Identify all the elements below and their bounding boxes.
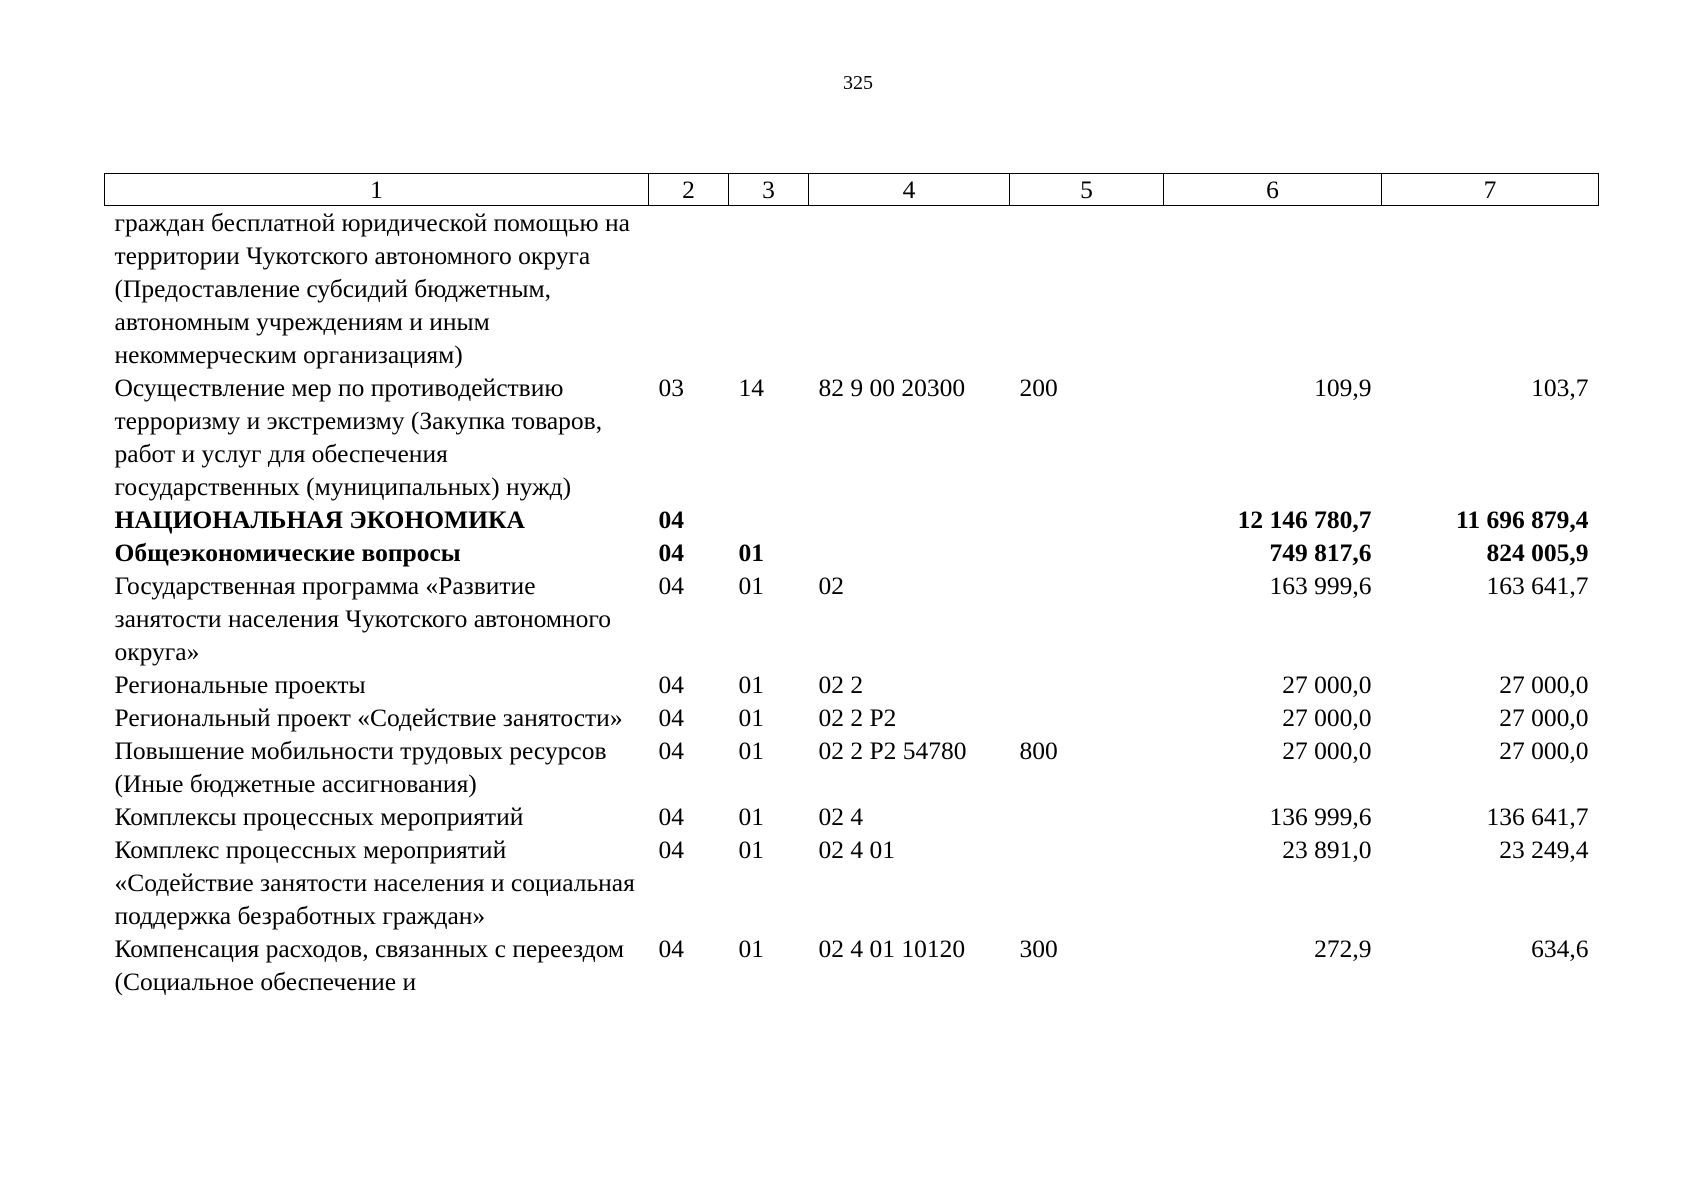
row-target-article-code: 02 <box>818 571 844 600</box>
row-name: граждан бесплатной юридической помощью на территории Чукотского автономного округа (Предоставление субсидий бюджетным, автономным учреждениям и иным некоммерческим организациям) <box>114 208 630 369</box>
table-body <box>105 206 1599 999</box>
row-section-code: 04 <box>658 505 684 534</box>
row-subsection-code <box>729 206 809 372</box>
row-amount-col6: 136 999,6 <box>1269 802 1372 831</box>
row-amount-col6: 163 999,6 <box>1269 571 1372 600</box>
row-expense-type-code <box>1010 701 1164 734</box>
row-amount-col6: 27 000,0 <box>1282 670 1372 699</box>
row-subsection-code: 01 <box>738 538 764 567</box>
row-amount-col6: 27 000,0 <box>1282 703 1372 732</box>
column-header-3: 3 <box>729 174 809 206</box>
row-amount-col7: 23 249,4 <box>1499 835 1589 864</box>
page-number: 325 <box>843 72 873 94</box>
row-amount-col7: 103,7 <box>1531 373 1589 402</box>
row-expense-type-code: 300 <box>1019 934 1058 963</box>
row-amount-col7 <box>1382 206 1599 372</box>
row-amount-col6: 749 817,6 <box>1269 538 1372 567</box>
row-expense-type-code: 200 <box>1019 373 1058 402</box>
row-name: Комплекс процессных мероприятий «Содействие занятости населения и социальная поддержка безработных граждан» <box>114 835 635 930</box>
table-row <box>105 536 1599 569</box>
row-amount-col6: 27 000,0 <box>1282 736 1372 765</box>
table-row <box>105 206 1599 372</box>
column-header-6: 6 <box>1164 174 1382 206</box>
column-header-2: 2 <box>649 174 729 206</box>
row-subsection-code: 01 <box>738 802 764 831</box>
row-section-code: 04 <box>658 835 684 864</box>
row-target-article-code: 02 4 01 <box>818 835 895 864</box>
row-name: Осуществление мер по противодействию терроризму и экстремизму (Закупка товаров, работ и услуг для обеспечения государственных (муниципальных) нужд) <box>114 373 603 501</box>
row-section-code: 04 <box>658 670 684 699</box>
row-subsection-code: 01 <box>738 736 764 765</box>
row-name: Комплексы процессных мероприятий <box>114 802 524 831</box>
row-subsection-code: 01 <box>738 934 764 963</box>
row-target-article-code <box>809 503 1010 536</box>
column-number-header-row <box>105 174 1599 206</box>
row-target-article-code: 02 4 <box>818 802 864 831</box>
row-subsection-code: 01 <box>738 571 764 600</box>
row-subsection-code: 14 <box>738 373 764 402</box>
row-amount-col7: 27 000,0 <box>1499 736 1589 765</box>
row-subsection-code: 01 <box>738 703 764 732</box>
table-row <box>105 701 1599 734</box>
row-expense-type-code <box>1010 536 1164 569</box>
row-amount-col7: 634,6 <box>1531 934 1589 963</box>
row-target-article-code: 02 4 01 10120 <box>818 934 966 963</box>
budget-table <box>104 173 1599 998</box>
row-expense-type-code <box>1010 833 1164 932</box>
row-section-code: 03 <box>658 373 684 402</box>
table-row <box>105 833 1599 932</box>
row-amount-col6: 12 146 780,7 <box>1237 505 1372 534</box>
row-name: НАЦИОНАЛЬНАЯ ЭКОНОМИКА <box>114 505 525 534</box>
row-subsection-code: 01 <box>738 670 764 699</box>
row-name: Региональные проекты <box>114 670 366 699</box>
row-amount-col7: 163 641,7 <box>1486 571 1589 600</box>
column-header-5: 5 <box>1010 174 1164 206</box>
column-header-7: 7 <box>1382 174 1599 206</box>
row-expense-type-code <box>1010 668 1164 701</box>
row-target-article-code <box>809 536 1010 569</box>
table-row <box>105 668 1599 701</box>
row-section-code: 04 <box>658 934 684 963</box>
table-row <box>105 371 1599 503</box>
row-amount-col7: 27 000,0 <box>1499 670 1589 699</box>
row-section-code: 04 <box>658 538 684 567</box>
row-target-article-code: 02 2 <box>818 670 864 699</box>
row-amount-col7: 11 696 879,4 <box>1456 505 1589 534</box>
row-amount-col6: 23 891,0 <box>1282 835 1372 864</box>
row-target-article-code <box>809 206 1010 372</box>
row-subsection-code: 01 <box>738 835 764 864</box>
row-amount-col6: 272,9 <box>1314 934 1372 963</box>
row-expense-type-code <box>1010 503 1164 536</box>
table-row <box>105 734 1599 800</box>
row-name: Общеэкономические вопросы <box>114 538 461 567</box>
column-header-1: 1 <box>105 174 649 206</box>
row-section-code <box>649 206 729 372</box>
row-amount-col6 <box>1164 206 1382 372</box>
table-row <box>105 800 1599 833</box>
row-name: Компенсация расходов, связанных с переездом (Социальное обеспечение и <box>114 934 624 996</box>
row-subsection-code <box>729 503 809 536</box>
table-row <box>105 503 1599 536</box>
row-target-article-code: 82 9 00 20300 <box>818 373 966 402</box>
row-name: Повышение мобильности трудовых ресурсов (Иные бюджетные ассигнования) <box>114 736 607 798</box>
row-section-code: 04 <box>658 703 684 732</box>
row-amount-col7: 27 000,0 <box>1499 703 1589 732</box>
row-amount-col7: 136 641,7 <box>1486 802 1589 831</box>
row-name: Государственная программа «Развитие занятости населения Чукотского автономного округа» <box>114 571 611 666</box>
row-expense-type-code <box>1010 569 1164 668</box>
row-expense-type-code: 800 <box>1019 736 1058 765</box>
table-row <box>105 932 1599 998</box>
column-header-4: 4 <box>809 174 1010 206</box>
table-row <box>105 569 1599 668</box>
row-amount-col6: 109,9 <box>1314 373 1372 402</box>
row-target-article-code: 02 2 P2 <box>818 703 897 732</box>
row-section-code: 04 <box>658 736 684 765</box>
row-target-article-code: 02 2 P2 54780 <box>818 736 967 765</box>
row-section-code: 04 <box>658 571 684 600</box>
row-section-code: 04 <box>658 802 684 831</box>
row-expense-type-code <box>1010 206 1164 372</box>
row-expense-type-code <box>1010 800 1164 833</box>
row-name: Региональный проект «Содействие занятости» <box>114 703 623 732</box>
row-amount-col7: 824 005,9 <box>1486 538 1589 567</box>
